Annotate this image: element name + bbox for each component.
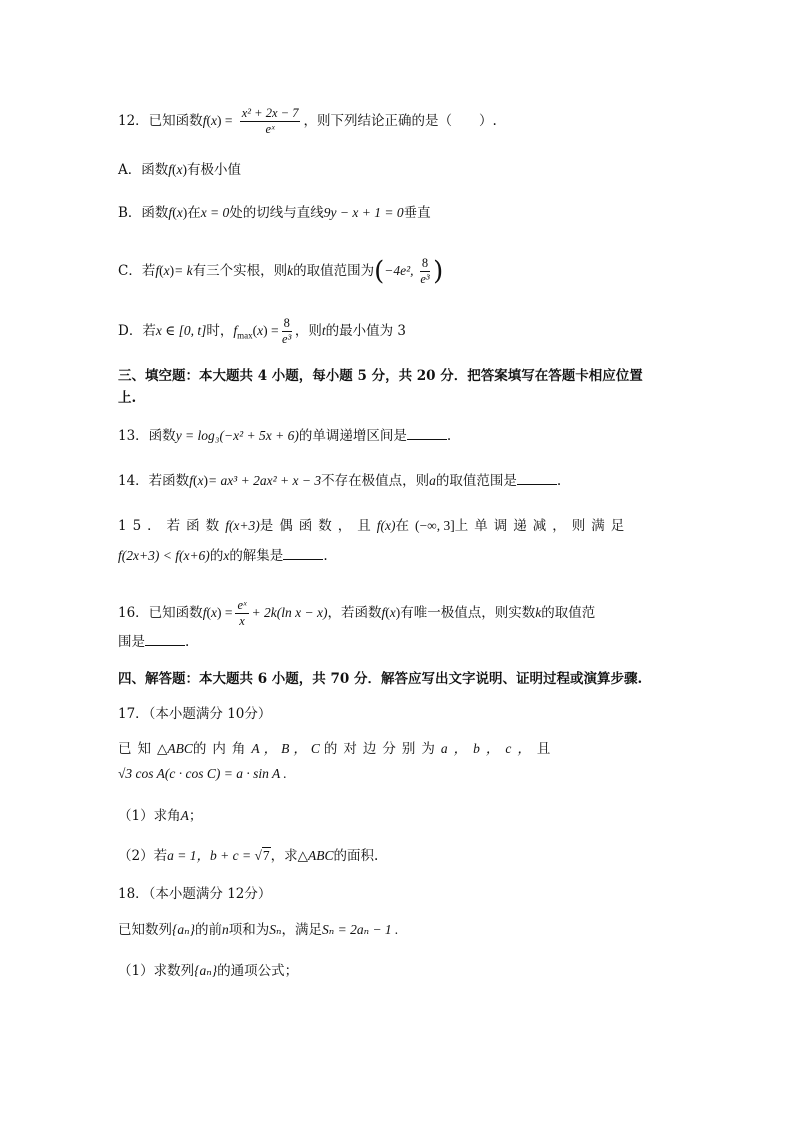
answer-blank <box>145 633 185 646</box>
q17-part2: （2）若a = 1，b + c = √7，求△ABC的面积. <box>118 848 379 864</box>
section4-title: 四、解答题：本大题共 6 小题，共 70 分．解答应写出文字说明、证明过程或演算步骤. <box>118 671 643 687</box>
q17-line1: 已知△ABC的内角A，B，C的对边分别为a，b，c，且 <box>118 741 551 757</box>
q12-fraction: $\frac{\text{x² + 2x − 7}}{\text{eˣ}}$ <box>241 106 299 136</box>
q16-line2: 围是 . <box>118 634 190 650</box>
q17-header: 17．（本小题满分 10分） <box>118 706 272 722</box>
section3-title: 三、填空题：本大题共 4 小题，每小题 5 分，共 20 分．把答案填写在答题卡相应位置 <box>118 368 643 384</box>
q12-stem: 12．已知函数f(x) = $\frac{\text{x² + 2x − 7}}{\text{eˣ}}$ ，则下列结论正确的是（ ）. <box>118 106 497 136</box>
q12-stem-text: 12．已知函数 <box>118 113 203 129</box>
q16-line1: 16．已知函数f(x) = $\frac{\text{eˣ}}{x}$ + 2k(ln x − x)，若函数f(x)有唯一极值点，则实数k的取值范 <box>118 598 596 628</box>
q13: 13．函数y = log₃(−x² + 5x + 6)的单调递增区间是 . <box>118 428 452 444</box>
q12-option-a: A．函数f(x)有极小值 <box>118 162 242 178</box>
q14: 14．若函数f(x)= ax³ + 2ax² + x − 3不存在极值点，则a的取值范围是 . <box>118 473 562 489</box>
q17-line2: √3 cos A(c · cos C) = a · sin A . <box>118 766 287 781</box>
q12-option-b: B．函数f(x)在x = 0处的切线与直线9y − x + 1 = 0垂直 <box>118 205 431 221</box>
q12-option-d: D．若x ∈ [0, t]时，$f_{max}(x)$ = $\frac{8}{\text{e³}}$ ，则t的最小值为 3 <box>118 316 406 346</box>
section3-title-cont: 上. <box>118 390 137 406</box>
q18-header: 18．（本小题满分 12分） <box>118 886 272 902</box>
q18-part1: （1）求数列{aₙ}的通项公式； <box>118 963 299 979</box>
answer-blank <box>407 427 447 440</box>
q17-part1: （1）求角A； <box>118 808 203 824</box>
answer-blank <box>517 472 557 485</box>
q15-line1: 15．若函数f(x+3)是偶函数，且f(x)在(−∞, 3]上单调递减，则满足 <box>118 518 631 534</box>
q12-option-c: C．若f(x)= k有三个实根，则k的取值范围为(−4e², $\frac{8}{\text{e³}}$ ) <box>118 256 444 287</box>
q18-line1: 已知数列{aₙ}的前n项和为Sₙ，满足Sₙ = 2aₙ − 1 . <box>118 922 399 938</box>
answer-blank <box>283 547 323 560</box>
q15-line2: f(2x+3) < f(x+6)的x的解集是 . <box>118 548 328 564</box>
